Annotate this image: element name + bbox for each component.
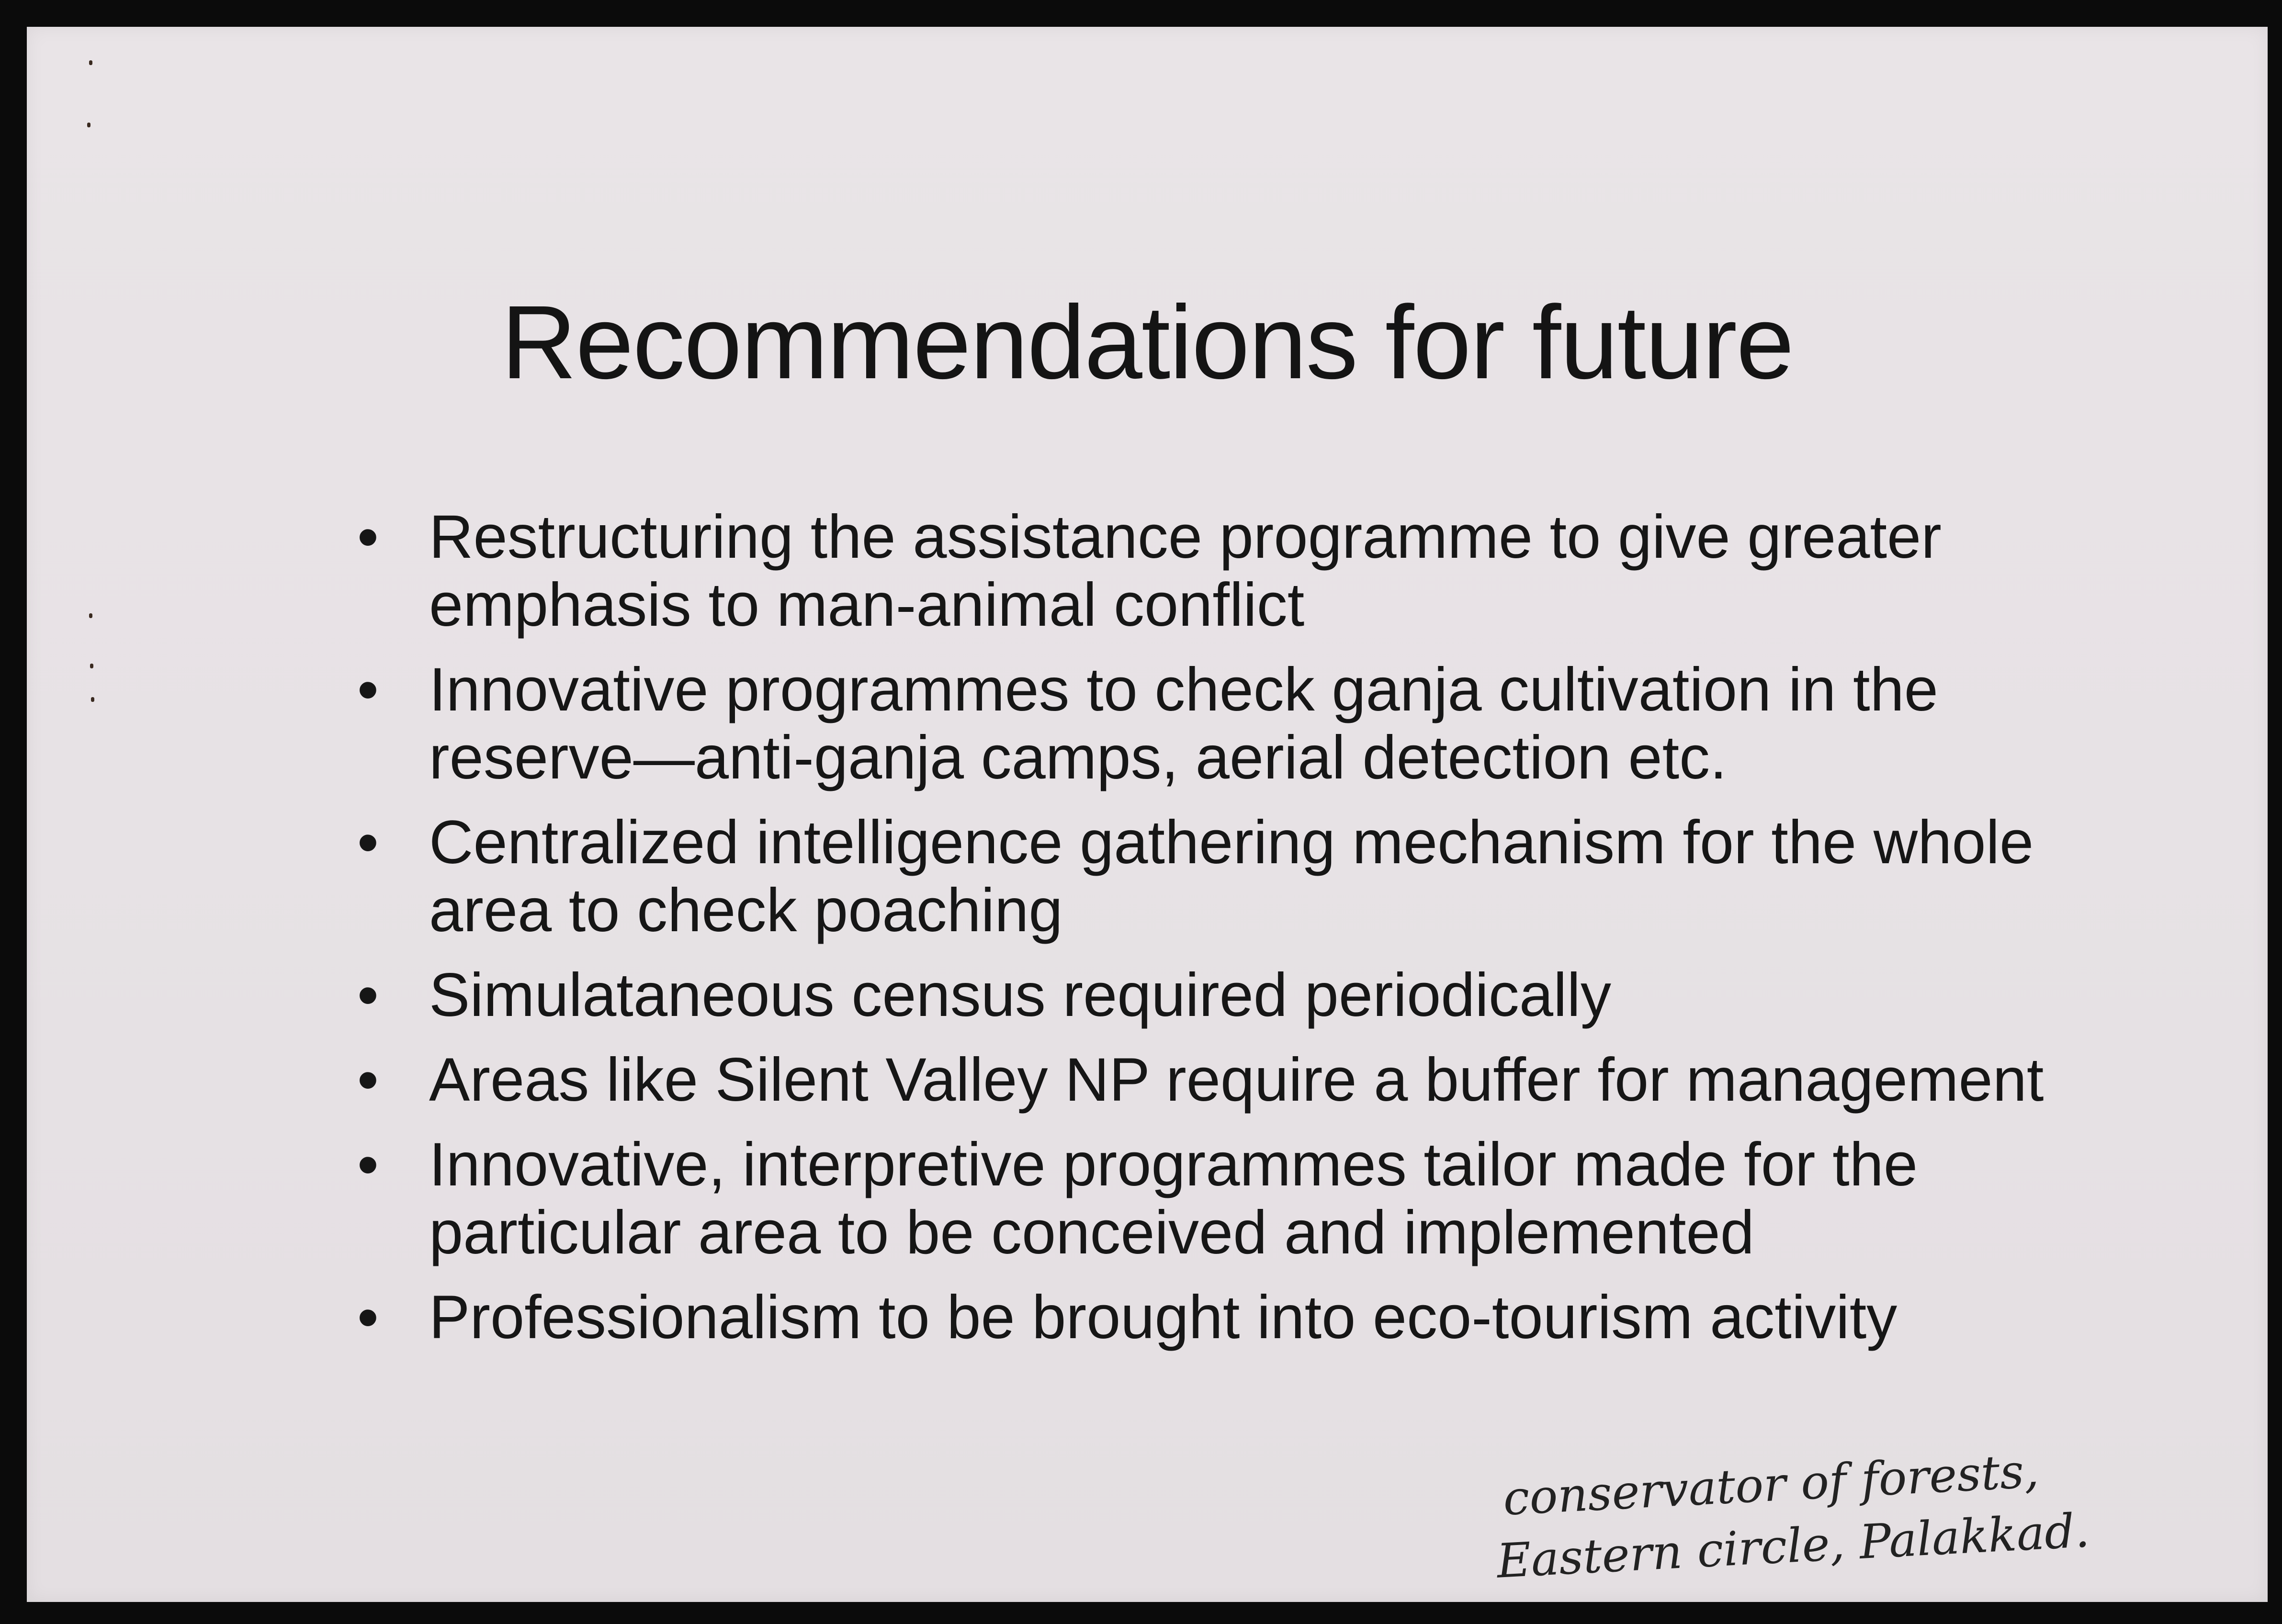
edge-speck bbox=[89, 60, 92, 65]
list-item-text: Restructuring the assistance programme to give greater emphasis to man-animal conflict bbox=[429, 503, 1942, 639]
edge-speck bbox=[91, 697, 94, 702]
edge-speck bbox=[89, 613, 92, 618]
list-item bbox=[357, 961, 2057, 1029]
list-item-text: Innovative programmes to check ganja cultivation in the reserve—anti-ganja camps, aerial detection etc. bbox=[429, 655, 1938, 792]
bullet-icon: • bbox=[357, 655, 379, 724]
list-item-text: Professionalism to be brought into eco-tourism activity bbox=[429, 1283, 1898, 1352]
edge-speck bbox=[87, 123, 90, 127]
list-item bbox=[357, 1130, 2057, 1267]
document-page bbox=[27, 27, 2268, 1602]
bullet-icon: • bbox=[357, 1283, 379, 1352]
bullet-icon: • bbox=[357, 808, 379, 877]
list-item-text: Innovative, interpretive programmes tailor made for the particular area to be conceived and implemented bbox=[429, 1130, 1918, 1267]
list-item bbox=[357, 503, 2057, 639]
list-item-text: Areas like Silent Valley NP require a buffer for management bbox=[429, 1046, 2044, 1114]
edge-speck bbox=[90, 664, 93, 668]
handwritten-annotation bbox=[1495, 1435, 2130, 1592]
bullet-icon: • bbox=[357, 503, 379, 571]
list-item bbox=[357, 655, 2057, 792]
list-item bbox=[357, 808, 2057, 945]
recommendations-list bbox=[357, 503, 2057, 1368]
list-item-text: Centralized intelligence gathering mechanism for the whole area to check poaching bbox=[429, 808, 2034, 945]
bullet-icon: • bbox=[357, 961, 379, 1029]
list-item-text: Simulataneous census required periodically bbox=[429, 961, 1611, 1029]
annotation-line: Eastern circle, Palakkad. bbox=[1495, 1503, 2091, 1589]
list-item bbox=[357, 1046, 2057, 1114]
bullet-icon: • bbox=[357, 1130, 379, 1199]
list-item bbox=[357, 1283, 2057, 1352]
slide-title: Recommendations for future bbox=[501, 284, 1794, 401]
bullet-icon: • bbox=[357, 1046, 379, 1114]
annotation-line: conservator of forests, bbox=[1502, 1444, 2040, 1526]
